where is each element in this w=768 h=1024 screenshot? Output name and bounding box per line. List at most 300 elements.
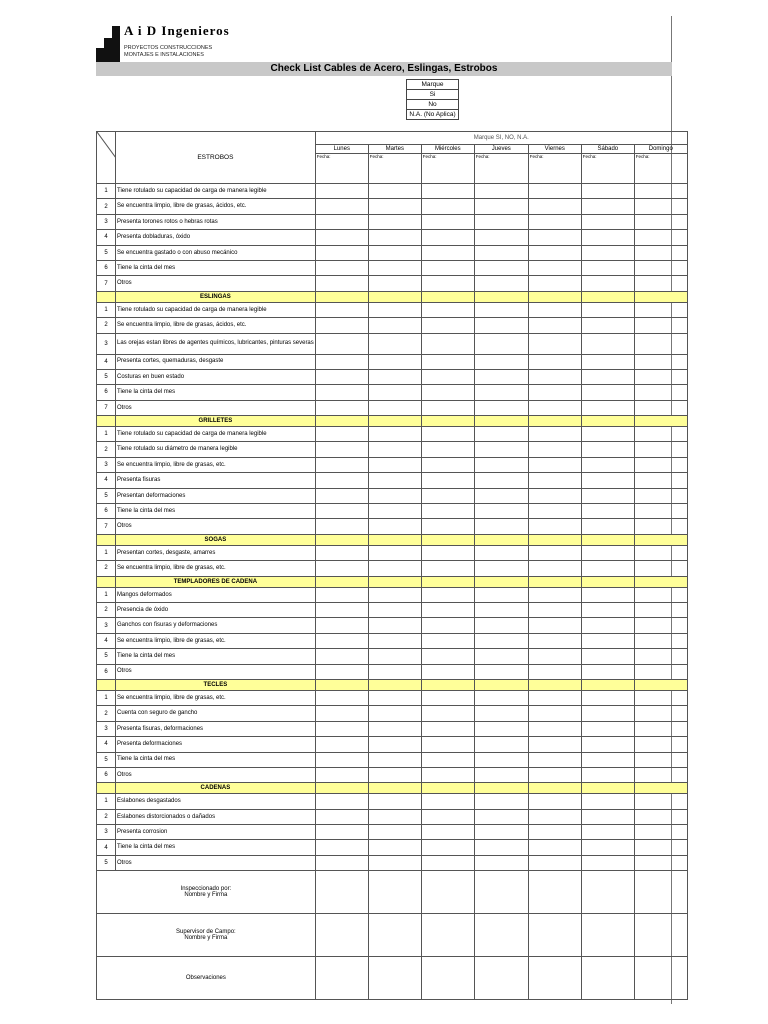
check-cell[interactable] [474,840,528,855]
check-cell[interactable] [368,427,421,442]
check-cell[interactable] [368,519,421,534]
check-cell[interactable] [581,354,634,369]
check-cell[interactable] [634,649,687,664]
check-cell[interactable] [474,427,528,442]
check-cell[interactable] [368,825,421,840]
check-cell[interactable] [474,649,528,664]
check-cell[interactable] [421,855,474,870]
check-cell[interactable] [421,318,474,333]
check-cell[interactable] [634,602,687,617]
fecha-cell-6[interactable] [634,154,687,184]
check-cell[interactable] [581,767,634,782]
check-cell[interactable] [581,333,634,354]
check-cell[interactable] [474,602,528,617]
check-cell[interactable] [634,706,687,721]
check-cell[interactable] [581,214,634,229]
check-cell[interactable] [528,488,581,503]
check-cell[interactable] [368,318,421,333]
check-cell[interactable] [634,318,687,333]
check-cell[interactable] [474,488,528,503]
check-cell[interactable] [474,333,528,354]
check-cell[interactable] [368,214,421,229]
check-cell[interactable] [368,587,421,602]
check-cell[interactable] [315,473,368,488]
check-cell[interactable] [634,561,687,576]
check-cell[interactable] [315,488,368,503]
check-cell[interactable] [581,706,634,721]
check-cell[interactable] [634,855,687,870]
field-supervisor-day-cell[interactable] [421,914,474,957]
check-cell[interactable] [315,457,368,472]
check-cell[interactable] [634,721,687,736]
check-cell[interactable] [315,354,368,369]
check-cell[interactable] [474,504,528,519]
check-cell[interactable] [474,561,528,576]
check-cell[interactable] [421,276,474,291]
inspected-by-day-cell[interactable] [634,871,687,914]
observations-day-cell[interactable] [634,957,687,1000]
check-cell[interactable] [581,199,634,214]
check-cell[interactable] [421,214,474,229]
check-cell[interactable] [315,318,368,333]
check-cell[interactable] [581,519,634,534]
check-cell[interactable] [368,649,421,664]
check-cell[interactable] [581,649,634,664]
check-cell[interactable] [581,457,634,472]
check-cell[interactable] [581,840,634,855]
check-cell[interactable] [368,752,421,767]
check-cell[interactable] [315,545,368,560]
check-cell[interactable] [634,369,687,384]
check-cell[interactable] [634,809,687,824]
check-cell[interactable] [368,602,421,617]
check-cell[interactable] [368,690,421,705]
check-cell[interactable] [315,369,368,384]
check-cell[interactable] [421,618,474,633]
check-cell[interactable] [421,369,474,384]
check-cell[interactable] [474,809,528,824]
check-cell[interactable] [581,825,634,840]
check-cell[interactable] [315,618,368,633]
check-cell[interactable] [421,825,474,840]
check-cell[interactable] [528,199,581,214]
check-cell[interactable] [474,199,528,214]
check-cell[interactable] [474,318,528,333]
check-cell[interactable] [421,767,474,782]
check-cell[interactable] [528,333,581,354]
check-cell[interactable] [528,618,581,633]
check-cell[interactable] [634,488,687,503]
check-cell[interactable] [421,519,474,534]
check-cell[interactable] [528,276,581,291]
fecha-cell-3[interactable] [474,154,528,184]
check-cell[interactable] [315,561,368,576]
check-cell[interactable] [421,602,474,617]
observations-day-cell[interactable] [368,957,421,1000]
check-cell[interactable] [528,214,581,229]
check-cell[interactable] [421,333,474,354]
check-cell[interactable] [315,633,368,648]
check-cell[interactable] [368,545,421,560]
check-cell[interactable] [421,561,474,576]
check-cell[interactable] [315,184,368,199]
check-cell[interactable] [581,664,634,679]
check-cell[interactable] [474,545,528,560]
check-cell[interactable] [368,721,421,736]
check-cell[interactable] [634,354,687,369]
check-cell[interactable] [315,427,368,442]
check-cell[interactable] [368,855,421,870]
check-cell[interactable] [528,840,581,855]
check-cell[interactable] [315,400,368,415]
check-cell[interactable] [474,633,528,648]
check-cell[interactable] [528,794,581,809]
field-supervisor-day-cell[interactable] [581,914,634,957]
check-cell[interactable] [368,664,421,679]
check-cell[interactable] [315,504,368,519]
check-cell[interactable] [421,633,474,648]
check-cell[interactable] [634,690,687,705]
check-cell[interactable] [581,184,634,199]
check-cell[interactable] [368,302,421,317]
fecha-cell-1[interactable] [368,154,421,184]
check-cell[interactable] [421,457,474,472]
check-cell[interactable] [634,633,687,648]
check-cell[interactable] [421,721,474,736]
check-cell[interactable] [634,825,687,840]
check-cell[interactable] [315,649,368,664]
check-cell[interactable] [474,587,528,602]
check-cell[interactable] [634,427,687,442]
check-cell[interactable] [368,184,421,199]
check-cell[interactable] [474,664,528,679]
check-cell[interactable] [368,385,421,400]
check-cell[interactable] [474,752,528,767]
check-cell[interactable] [528,825,581,840]
check-cell[interactable] [474,276,528,291]
fecha-cell-0[interactable] [315,154,368,184]
check-cell[interactable] [528,504,581,519]
check-cell[interactable] [634,840,687,855]
check-cell[interactable] [368,442,421,457]
check-cell[interactable] [528,633,581,648]
check-cell[interactable] [368,706,421,721]
check-cell[interactable] [474,385,528,400]
check-cell[interactable] [421,427,474,442]
check-cell[interactable] [315,442,368,457]
observations-day-cell[interactable] [315,957,368,1000]
check-cell[interactable] [421,473,474,488]
check-cell[interactable] [421,690,474,705]
check-cell[interactable] [581,545,634,560]
check-cell[interactable] [528,649,581,664]
check-cell[interactable] [634,794,687,809]
check-cell[interactable] [634,199,687,214]
check-cell[interactable] [315,794,368,809]
check-cell[interactable] [474,260,528,275]
check-cell[interactable] [634,504,687,519]
check-cell[interactable] [474,400,528,415]
check-cell[interactable] [368,618,421,633]
check-cell[interactable] [528,457,581,472]
check-cell[interactable] [368,767,421,782]
check-cell[interactable] [315,767,368,782]
check-cell[interactable] [315,214,368,229]
check-cell[interactable] [474,302,528,317]
check-cell[interactable] [528,260,581,275]
check-cell[interactable] [368,260,421,275]
check-cell[interactable] [474,442,528,457]
check-cell[interactable] [528,302,581,317]
field-supervisor-day-cell[interactable] [474,914,528,957]
check-cell[interactable] [528,809,581,824]
check-cell[interactable] [528,545,581,560]
check-cell[interactable] [528,473,581,488]
check-cell[interactable] [368,199,421,214]
check-cell[interactable] [315,519,368,534]
check-cell[interactable] [421,840,474,855]
check-cell[interactable] [421,706,474,721]
check-cell[interactable] [581,752,634,767]
check-cell[interactable] [528,245,581,260]
check-cell[interactable] [315,706,368,721]
check-cell[interactable] [581,385,634,400]
check-cell[interactable] [581,587,634,602]
check-cell[interactable] [634,767,687,782]
check-cell[interactable] [581,260,634,275]
inspected-by-day-cell[interactable] [528,871,581,914]
check-cell[interactable] [315,385,368,400]
observations-day-cell[interactable] [581,957,634,1000]
check-cell[interactable] [315,199,368,214]
fecha-cell-5[interactable] [581,154,634,184]
inspected-by-day-cell[interactable] [421,871,474,914]
check-cell[interactable] [528,767,581,782]
check-cell[interactable] [474,618,528,633]
check-cell[interactable] [474,457,528,472]
check-cell[interactable] [528,721,581,736]
check-cell[interactable] [634,302,687,317]
check-cell[interactable] [315,260,368,275]
check-cell[interactable] [368,633,421,648]
check-cell[interactable] [421,184,474,199]
check-cell[interactable] [421,385,474,400]
check-cell[interactable] [474,369,528,384]
check-cell[interactable] [474,214,528,229]
check-cell[interactable] [474,245,528,260]
check-cell[interactable] [581,400,634,415]
check-cell[interactable] [474,519,528,534]
check-cell[interactable] [634,184,687,199]
check-cell[interactable] [368,230,421,245]
check-cell[interactable] [528,442,581,457]
check-cell[interactable] [474,184,528,199]
check-cell[interactable] [421,442,474,457]
check-cell[interactable] [634,385,687,400]
check-cell[interactable] [421,752,474,767]
check-cell[interactable] [315,825,368,840]
observations-day-cell[interactable] [474,957,528,1000]
check-cell[interactable] [581,427,634,442]
check-cell[interactable] [581,369,634,384]
check-cell[interactable] [528,369,581,384]
check-cell[interactable] [368,794,421,809]
check-cell[interactable] [634,664,687,679]
check-cell[interactable] [474,354,528,369]
check-cell[interactable] [581,473,634,488]
check-cell[interactable] [634,442,687,457]
check-cell[interactable] [581,633,634,648]
check-cell[interactable] [421,737,474,752]
check-cell[interactable] [315,809,368,824]
check-cell[interactable] [528,587,581,602]
check-cell[interactable] [421,302,474,317]
check-cell[interactable] [421,545,474,560]
check-cell[interactable] [634,333,687,354]
check-cell[interactable] [634,214,687,229]
check-cell[interactable] [581,230,634,245]
check-cell[interactable] [315,737,368,752]
check-cell[interactable] [421,504,474,519]
check-cell[interactable] [421,260,474,275]
check-cell[interactable] [474,767,528,782]
check-cell[interactable] [315,855,368,870]
check-cell[interactable] [634,245,687,260]
check-cell[interactable] [581,318,634,333]
inspected-by-day-cell[interactable] [581,871,634,914]
check-cell[interactable] [474,473,528,488]
field-supervisor-day-cell[interactable] [528,914,581,957]
inspected-by-day-cell[interactable] [315,871,368,914]
check-cell[interactable] [581,561,634,576]
check-cell[interactable] [634,400,687,415]
check-cell[interactable] [421,230,474,245]
check-cell[interactable] [474,721,528,736]
check-cell[interactable] [368,488,421,503]
check-cell[interactable] [474,794,528,809]
check-cell[interactable] [634,473,687,488]
check-cell[interactable] [581,794,634,809]
check-cell[interactable] [421,354,474,369]
check-cell[interactable] [634,545,687,560]
check-cell[interactable] [528,602,581,617]
check-cell[interactable] [315,721,368,736]
check-cell[interactable] [581,488,634,503]
check-cell[interactable] [368,354,421,369]
check-cell[interactable] [315,690,368,705]
field-supervisor-day-cell[interactable] [368,914,421,957]
check-cell[interactable] [581,690,634,705]
check-cell[interactable] [581,442,634,457]
check-cell[interactable] [368,473,421,488]
check-cell[interactable] [528,230,581,245]
fecha-cell-2[interactable] [421,154,474,184]
check-cell[interactable] [528,318,581,333]
check-cell[interactable] [315,276,368,291]
inspected-by-day-cell[interactable] [474,871,528,914]
check-cell[interactable] [528,752,581,767]
check-cell[interactable] [581,276,634,291]
check-cell[interactable] [368,561,421,576]
check-cell[interactable] [528,184,581,199]
check-cell[interactable] [528,400,581,415]
check-cell[interactable] [634,752,687,767]
check-cell[interactable] [528,561,581,576]
check-cell[interactable] [421,794,474,809]
check-cell[interactable] [368,737,421,752]
check-cell[interactable] [528,385,581,400]
check-cell[interactable] [315,230,368,245]
check-cell[interactable] [421,649,474,664]
check-cell[interactable] [528,706,581,721]
check-cell[interactable] [634,260,687,275]
check-cell[interactable] [528,690,581,705]
check-cell[interactable] [581,809,634,824]
check-cell[interactable] [474,230,528,245]
observations-day-cell[interactable] [421,957,474,1000]
check-cell[interactable] [474,706,528,721]
check-cell[interactable] [368,457,421,472]
check-cell[interactable] [581,602,634,617]
check-cell[interactable] [421,488,474,503]
check-cell[interactable] [315,333,368,354]
check-cell[interactable] [421,400,474,415]
check-cell[interactable] [368,809,421,824]
check-cell[interactable] [581,721,634,736]
check-cell[interactable] [368,276,421,291]
check-cell[interactable] [315,602,368,617]
check-cell[interactable] [421,809,474,824]
check-cell[interactable] [315,245,368,260]
check-cell[interactable] [634,618,687,633]
field-supervisor-day-cell[interactable] [634,914,687,957]
check-cell[interactable] [368,369,421,384]
check-cell[interactable] [634,587,687,602]
check-cell[interactable] [474,737,528,752]
check-cell[interactable] [368,400,421,415]
inspected-by-day-cell[interactable] [368,871,421,914]
check-cell[interactable] [421,245,474,260]
field-supervisor-day-cell[interactable] [315,914,368,957]
check-cell[interactable] [315,840,368,855]
check-cell[interactable] [634,276,687,291]
check-cell[interactable] [315,302,368,317]
observations-day-cell[interactable] [528,957,581,1000]
check-cell[interactable] [528,519,581,534]
check-cell[interactable] [368,245,421,260]
check-cell[interactable] [634,230,687,245]
check-cell[interactable] [528,737,581,752]
check-cell[interactable] [528,354,581,369]
check-cell[interactable] [528,427,581,442]
check-cell[interactable] [315,752,368,767]
check-cell[interactable] [315,664,368,679]
check-cell[interactable] [421,199,474,214]
check-cell[interactable] [528,664,581,679]
check-cell[interactable] [368,504,421,519]
check-cell[interactable] [581,504,634,519]
check-cell[interactable] [368,840,421,855]
check-cell[interactable] [368,333,421,354]
check-cell[interactable] [421,664,474,679]
check-cell[interactable] [581,245,634,260]
check-cell[interactable] [474,690,528,705]
check-cell[interactable] [581,302,634,317]
fecha-cell-4[interactable] [528,154,581,184]
check-cell[interactable] [474,825,528,840]
check-cell[interactable] [421,587,474,602]
check-cell[interactable] [581,618,634,633]
